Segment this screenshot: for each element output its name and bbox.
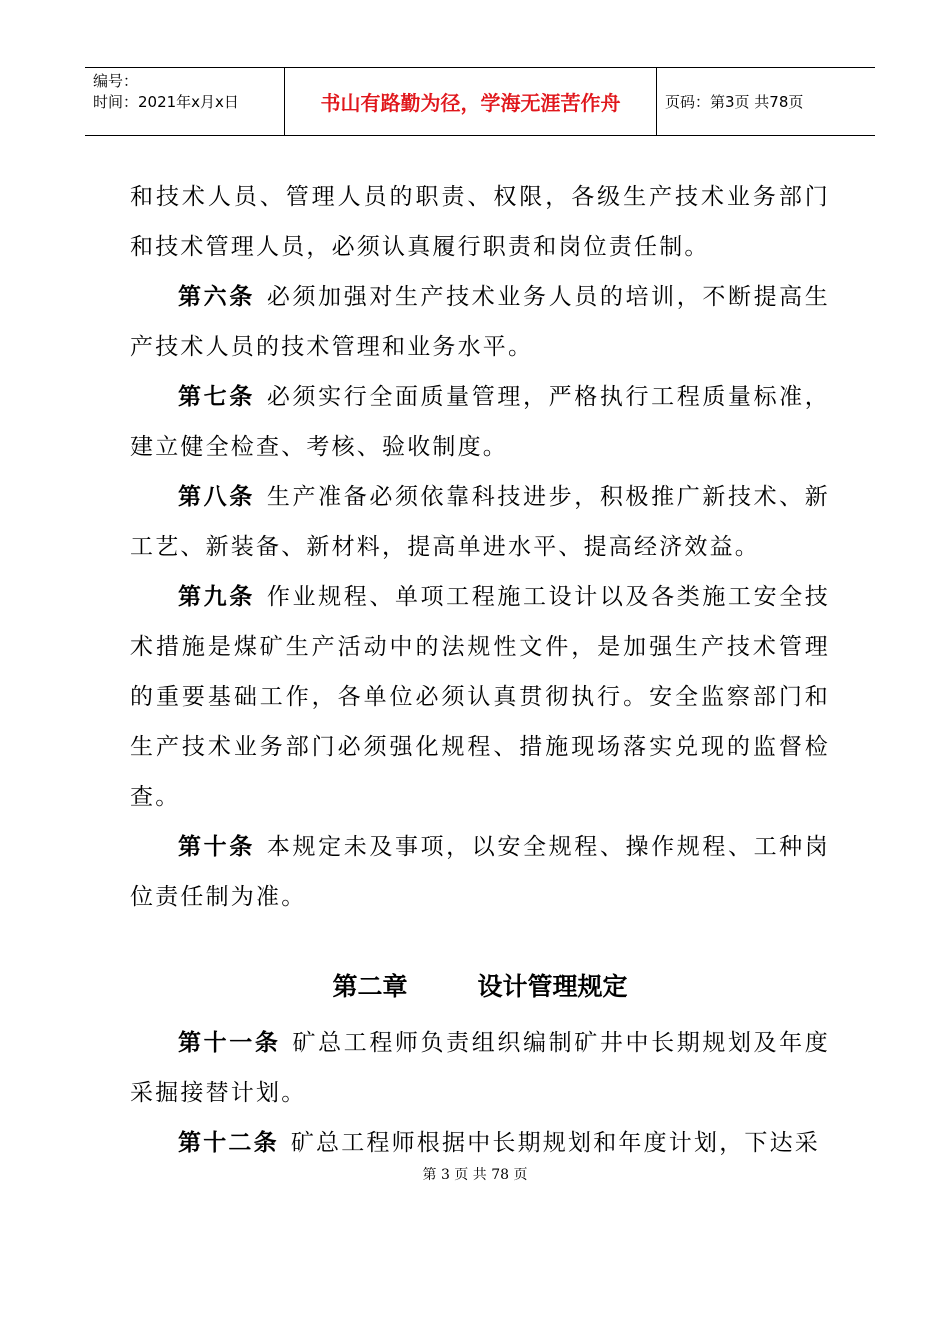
- paragraph-continued: 和技术人员、管理人员的职责、权限，各级生产技术业务部门和技术管理人员，必须认真履行职责和岗位责任制。: [130, 184, 830, 260]
- article-text: 本规定未及事项，以安全规程、操作规程、工种岗位责任制为准。: [130, 834, 830, 910]
- article-title: 第十一条: [178, 1029, 281, 1056]
- chapter-number: 第二章: [332, 972, 408, 1001]
- article-10: [130, 822, 830, 922]
- header-page-number: 页码：第3页 共78页: [665, 93, 804, 111]
- article-12: [130, 1118, 830, 1168]
- article-9: [130, 572, 830, 822]
- document-number: 编号：: [93, 72, 139, 90]
- document-time: 时间：2021年x月x日: [93, 93, 239, 111]
- article-title: 第八条: [178, 483, 255, 510]
- document-body: [130, 172, 830, 1168]
- article-title: 第十二条: [178, 1129, 279, 1156]
- article-title: 第十条: [178, 833, 255, 860]
- article-11: [130, 1018, 830, 1118]
- article-text: 必须实行全面质量管理，严格执行工程质量标准，建立健全检查、考核、验收制度。: [130, 384, 830, 460]
- article-text: 矿总工程师负责组织编制矿井中长期规划及年度采掘接替计划。: [130, 1030, 830, 1106]
- chapter-title: 设计管理规定: [477, 972, 628, 1001]
- page-header: [85, 67, 875, 136]
- page-footer: 第 3 页 共 78 页: [422, 1167, 528, 1183]
- chapter-heading: [130, 962, 830, 1012]
- article-text: 生产准备必须依靠科技进步，积极推广新技术、新工艺、新装备、新材料，提高单进水平、提高经济效益。: [130, 484, 830, 560]
- article-title: 第六条: [178, 283, 255, 310]
- article-6: [130, 272, 830, 372]
- article-title: 第七条: [178, 383, 255, 410]
- article-text: 作业规程、单项工程施工设计以及各类施工安全技术措施是煤矿生产活动中的法规性文件，是加强生产技术管理的重要基础工作，各单位必须认真贯彻执行。安全监察部门和生产技术业务部门必须强化规程、措施现场落实兑现的监督检查。: [130, 584, 830, 810]
- article-8: [130, 472, 830, 572]
- article-text: 矿总工程师根据中长期规划和年度计划，下达采: [290, 1130, 821, 1156]
- article-7: [130, 372, 830, 472]
- article-text: 必须加强对生产技术业务人员的培训，不断提高生产技术人员的技术管理和业务水平。: [130, 284, 830, 360]
- header-meta: [85, 68, 285, 135]
- header-motto: 书山有路勤为径，学海无涯苦作舟: [285, 68, 657, 135]
- article-title: 第九条: [178, 583, 255, 610]
